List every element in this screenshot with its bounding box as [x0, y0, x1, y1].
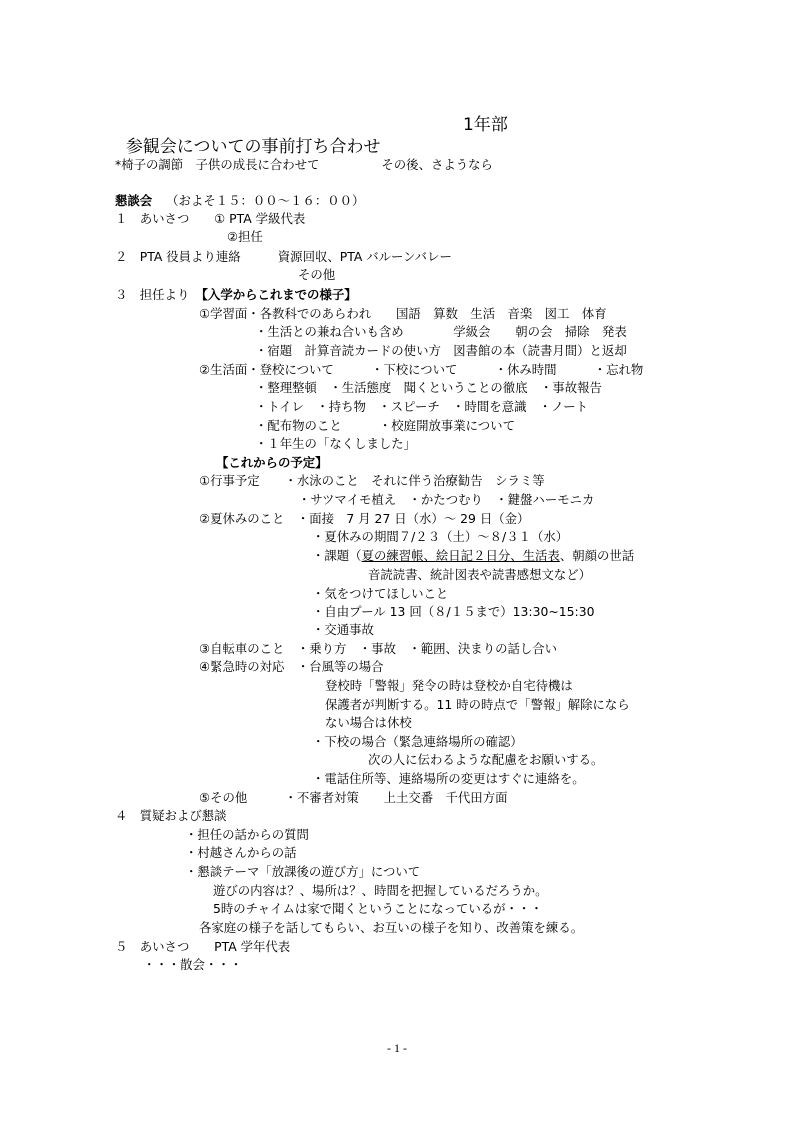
emergency-line-5: ・下校の場合（緊急連絡場所の確認）: [312, 734, 523, 749]
section-so-far: 【入学からこれまでの様子】: [201, 287, 357, 302]
discussion-line-4: 遊びの内容は？、場所は？、時間を把握しているだろうか。: [213, 883, 548, 898]
grade-label: 1年部: [463, 115, 508, 135]
summer-line-6: ・自由プール 13 回（８/１５まで）13:30~15:30: [312, 604, 595, 619]
item-3: [115, 286, 357, 303]
emergency-line-4: ない場合は休校: [325, 715, 412, 730]
chair-note: *椅子の調節 子供の成長に合わせて その後、さようなら: [115, 157, 493, 172]
bicycle-line: ③自転車のこと ・乗り方 ・事故 ・範囲、決まりの話し合い: [199, 641, 558, 656]
discussion-line-5: 5時のチャイムは家で聞くということになっているが・・・: [213, 901, 543, 916]
homework-underlined: 夏の練習帳、絵日記２日分、生活表: [361, 548, 560, 563]
summer-line-5: ・気をつけてほしいこと: [312, 586, 449, 601]
emergency-line-2: 登校時「警報」発令の時は登校か自宅待機は: [325, 678, 573, 693]
meeting-heading: [115, 192, 364, 209]
study-line-1: ①学習面・各教科でのあらわれ 国語 算数 生活 音楽 図工 体育: [199, 306, 607, 321]
life-line-3: ・トイレ ・持ち物 ・スピーチ ・時間を意識 ・ノート: [255, 399, 589, 414]
item-2-sub: その他: [298, 267, 336, 282]
item-4: ４ 質疑および懇談: [115, 808, 227, 823]
section-future: 【これからの予定】: [216, 455, 328, 470]
discussion-line-3: ・懇談テーマ「放課後の遊び方」について: [185, 864, 421, 879]
summer-line-1: ②夏休みのこと ・面接 7 月 27 日（水）～ 29 日（金）: [199, 511, 530, 526]
homework-suffix: 、朝顔の世話: [559, 548, 635, 563]
life-line-4: ・配布物のこと ・校庭開放事業について: [255, 418, 515, 433]
life-line-5: ・１年生の「なくしました」: [255, 436, 417, 451]
item-1: １ あいさつ ① PTA 学級代表: [115, 211, 306, 226]
summer-line-7: ・交通事故: [312, 622, 374, 637]
item-5: ５ あいさつ PTA 学年代表: [115, 939, 291, 954]
closing-line: ・・・散会・・・: [143, 957, 243, 972]
meeting-label: 懇談会: [115, 193, 153, 208]
discussion-line-6: 各家庭の様子を話してもらい、お互いの様子を知り、改善策を練る。: [199, 920, 584, 935]
item-3-label: ３ 担任より: [115, 287, 202, 302]
discussion-line-2: ・村越さんからの話: [185, 845, 297, 860]
item-2: ２ PTA 役員より連絡 資源回収、PTA バルーンバレー: [115, 249, 452, 264]
emergency-line-3: 保護者が判断する。11 時の時点で「警報」解除になら: [325, 697, 630, 712]
study-line-3: ・宿題 計算音読カードの使い方 図書館の本（読書月間）と返却: [255, 343, 627, 358]
summer-line-2: ・夏休みの期間７/２３（土）～８/３１（水）: [312, 529, 569, 544]
page-number: - 1 -: [387, 1041, 407, 1055]
events-line-1: ①行事予定 ・水泳のこと それに伴う治療勧告 シラミ等: [199, 473, 545, 488]
emergency-line-1: ④緊急時の対応 ・台風等の場合: [199, 659, 384, 674]
emergency-line-6: 次の人に伝わるような配慮をお願いする。: [368, 752, 604, 767]
title-text: 参観会についての事前打ち合わせ: [125, 137, 381, 157]
study-line-2: ・生活との兼ね合いも含め 学級会 朝の会 掃除 発表: [255, 324, 627, 339]
emergency-line-7: ・電話住所等、連絡場所の変更はすぐに連絡を。: [312, 771, 585, 786]
events-line-2: ・サツマイモ植え ・かたつむり ・鍵盤ハーモニカ: [298, 492, 595, 507]
other-line: ⑤その他 ・不審者対策 上土交番 千代田方面: [199, 790, 508, 805]
summer-line-4: 音読読書、統計図表や読書感想文など）: [368, 567, 592, 582]
summer-line-3: [312, 547, 634, 564]
meeting-time: （およそ１５：００～１６：００）: [166, 193, 365, 208]
homework-prefix: ・課題（: [312, 548, 362, 563]
life-line-2: ・整理整頓 ・生活態度 聞くということの徹底 ・事故報告: [255, 380, 602, 395]
discussion-line-1: ・担任の話からの質問: [185, 827, 309, 842]
life-line-1: ②生活面・登校について ・下校について ・休み時間 ・忘れ物: [199, 362, 644, 377]
item-1-sub: ②担任: [227, 229, 263, 244]
